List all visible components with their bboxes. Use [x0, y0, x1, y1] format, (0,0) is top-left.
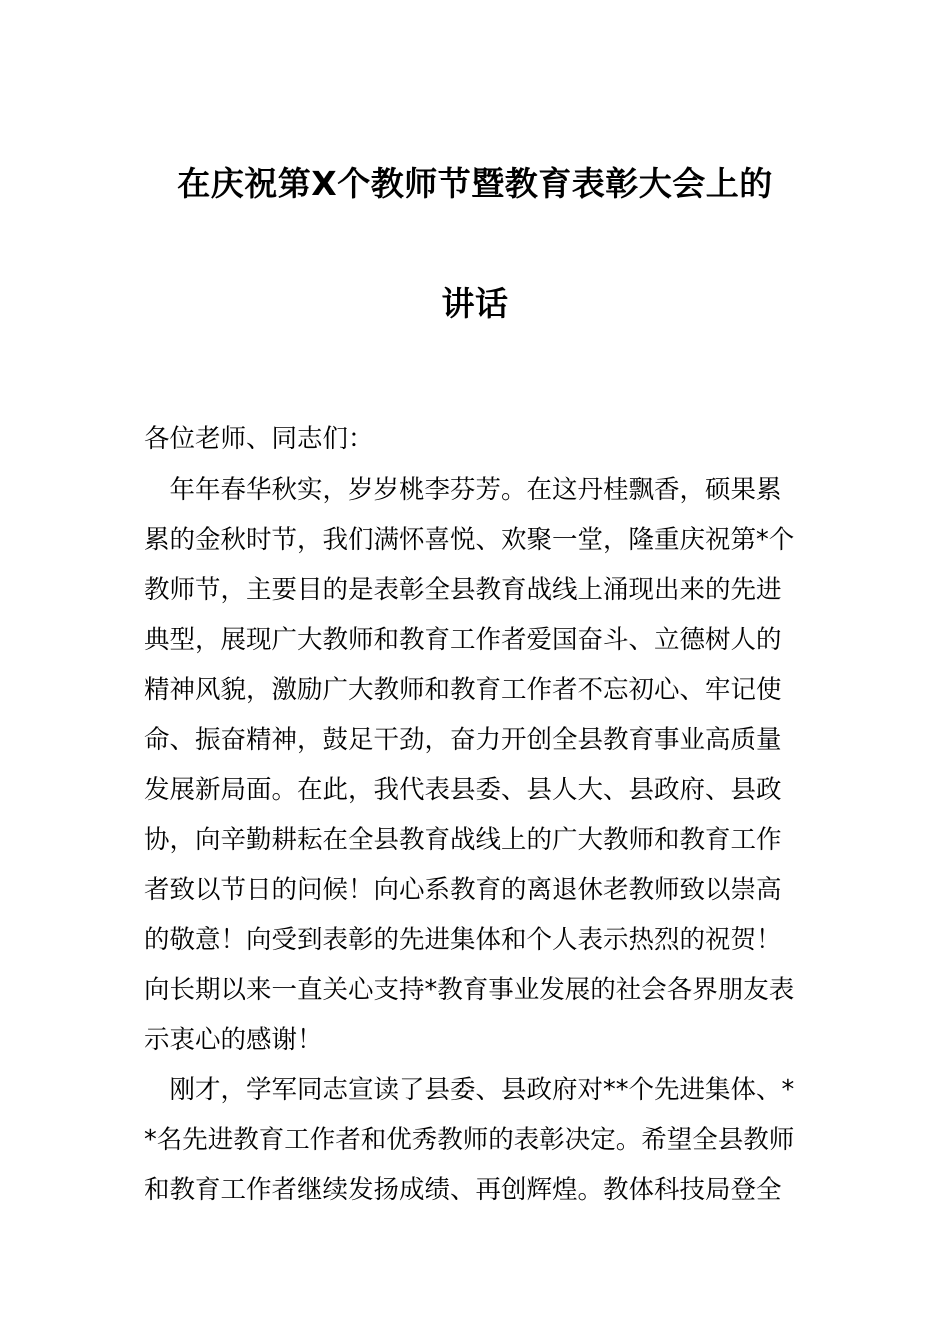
body-line: 和教育工作者继续发扬成绩、再创辉煌。教体科技局登全	[144, 1175, 782, 1205]
body-line: 的敬意！向受到表彰的先进集体和个人表示热烈的祝贺！	[144, 925, 782, 955]
document-title-line-2: 讲话	[441, 284, 509, 323]
body-line: 年年春华秋实，岁岁桃李芬芳。在这丹桂飘香，硕果累	[144, 475, 782, 505]
body-line: 教师节，主要目的是表彰全县教育战线上涌现出来的先进	[144, 575, 782, 605]
body-line: 累的金秋时节，我们满怀喜悦、欢聚一堂，隆重庆祝第*个	[144, 525, 795, 555]
body-line: 向长期以来一直关心支持*教育事业发展的社会各界朋友表	[144, 975, 795, 1005]
body-line: 者致以节日的问候！向心系教育的离退休老教师致以崇高	[144, 875, 782, 905]
body-line: 精神风貌，激励广大教师和教育工作者不忘初心、牢记使	[144, 675, 782, 705]
body-line: 命、振奋精神，鼓足干劲，奋力开创全县教育事业高质量	[144, 725, 782, 755]
document-title-line-1: 在庆祝第X个教师节暨教育表彰大会上的	[177, 164, 773, 203]
body-line: 发展新局面。在此，我代表县委、县人大、县政府、县政	[144, 775, 782, 805]
body-line: 典型，展现广大教师和教育工作者爱国奋斗、立德树人的	[144, 625, 782, 655]
body-line: *名先进教育工作者和优秀教师的表彰决定。希望全县教师	[144, 1125, 795, 1155]
salutation: 各位老师、同志们：	[144, 424, 374, 454]
body-line: 协，向辛勤耕耘在全县教育战线上的广大教师和教育工作	[144, 825, 782, 855]
body-line: 刚才，学军同志宣读了县委、县政府对**个先进集体、*	[144, 1075, 795, 1105]
body-line: 示衷心的感谢！	[144, 1025, 323, 1055]
